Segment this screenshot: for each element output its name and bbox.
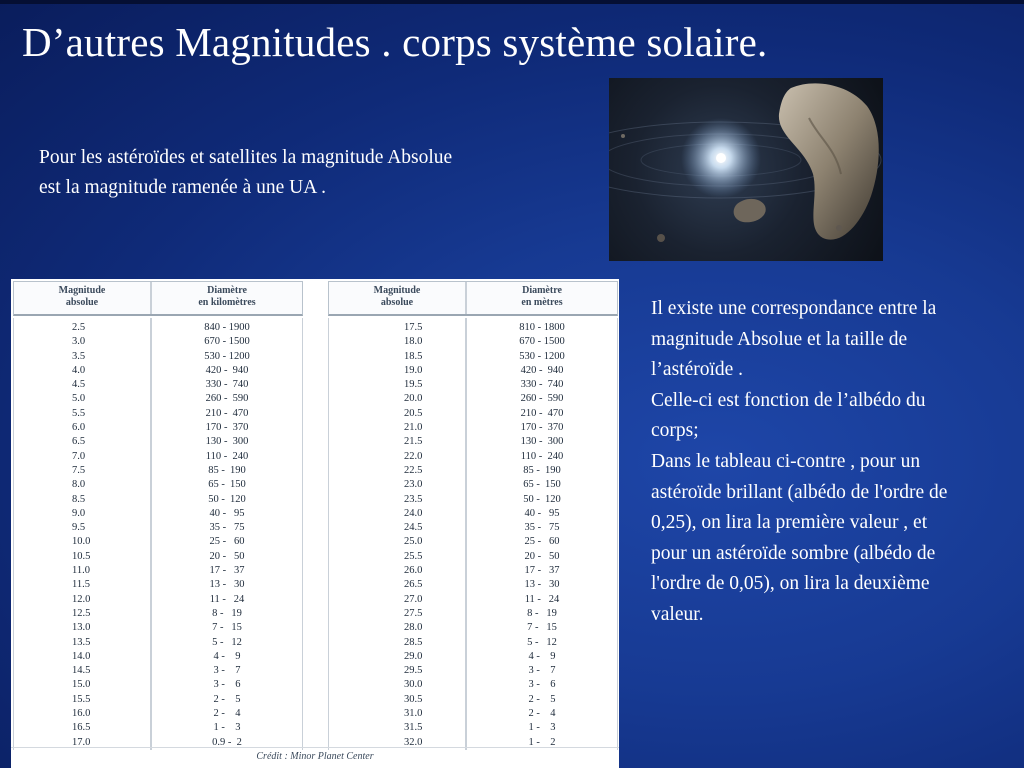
table-cell: 2 - 5 (528, 693, 556, 705)
diameter-column (467, 318, 617, 750)
table-cell: 7 - 15 (212, 622, 242, 634)
table-cell: 2.5 (72, 322, 86, 333)
table-cell: 4.5 (72, 379, 86, 391)
table-cell: 7.5 (72, 464, 86, 476)
table-metres (328, 281, 618, 750)
table-cell: 11.0 (72, 565, 90, 577)
table-cell: 8 - 19 (527, 607, 557, 619)
table-cell: 11 - 24 (524, 593, 560, 605)
table-cell: 26.0 (404, 565, 423, 577)
table-cell: 6.0 (72, 422, 86, 434)
table-cell: 26.5 (404, 579, 423, 591)
table-body (13, 318, 303, 750)
table-cell: 10.0 (72, 536, 91, 548)
table-cell: 85 - 190 (208, 464, 246, 476)
table-cell: 3.0 (72, 336, 86, 348)
table-cell: 12.0 (72, 593, 91, 605)
table-cell: 330 - 740 (520, 379, 564, 391)
table-cell: 25.0 (404, 536, 423, 548)
table-cell: 14.5 (72, 665, 91, 677)
table-cell: 5 - 12 (527, 636, 557, 648)
table-cell: 5 - 12 (212, 636, 242, 648)
table-cell: 29.5 (404, 665, 423, 677)
table-cell: 21.0 (404, 422, 423, 434)
table-cell: 420 - 940 (205, 364, 249, 376)
slide-title: D’autres Magnitudes . corps système solaire. (22, 19, 768, 65)
table-cell: 20.5 (404, 407, 423, 419)
table-cell: 7 - 15 (527, 622, 557, 634)
table-cell: 65 - 150 (208, 479, 246, 491)
table-cell: 17.5 (404, 322, 423, 333)
table-cell: 65 - 150 (523, 479, 561, 491)
table-cell: 1 - 2 (528, 736, 556, 748)
table-cell: 670 - 1500 (204, 336, 250, 348)
table-cell: 15.0 (72, 679, 91, 691)
table-cell: 530 - 1200 (519, 350, 565, 362)
table-cell: 31.0 (404, 708, 423, 720)
table-cell: 3 - 7 (213, 665, 241, 677)
table-cell: 85 - 190 (523, 464, 561, 476)
diameter-column (152, 318, 302, 750)
explanation-paragraph-3: Dans le tableau ci-contre , pour un astéroïde brillant (albédo de l'ordre de 0,25), on lira la première valeur , et pour un astéroïde sombre (albédo de l'ordre de 0,05), on lira la deuxième valeur. (651, 450, 948, 625)
table-cell: 13 - 30 (209, 579, 245, 591)
table-cell: 4.0 (72, 364, 86, 376)
explanation-paragraph-1: Il existe une correspondance entre la magnitude Absolue et la taille de l’astéroïde . (651, 298, 937, 381)
table-cell: 14.0 (72, 650, 91, 662)
table-cell: 19.5 (404, 379, 423, 391)
top-border (0, 0, 1024, 4)
table-header (13, 281, 303, 316)
table-cell: 17 - 37 (524, 565, 560, 577)
table-cell: 10.5 (72, 550, 91, 562)
table-cell: 5.0 (72, 393, 86, 405)
table-cell: 9.5 (72, 522, 86, 534)
table-cell: 25 - 60 (524, 536, 560, 548)
table-cell: 35 - 75 (209, 522, 245, 534)
table-cell: 16.0 (72, 708, 91, 720)
magnitude-column (329, 318, 467, 750)
table-cell: 40 - 95 (209, 507, 245, 519)
table-cell: 11.5 (72, 579, 90, 591)
table-cell: 21.5 (404, 436, 423, 448)
explanation-text (651, 294, 961, 631)
table-cell: 8.5 (72, 493, 86, 505)
table-cell: 35 - 75 (524, 522, 560, 534)
table-cell: 110 - 240 (205, 450, 249, 462)
table-cell: 2 - 5 (213, 693, 241, 705)
table-cell: 2 - 4 (213, 708, 241, 720)
table-cell: 40 - 95 (524, 507, 560, 519)
table-cell: 19.0 (404, 364, 423, 376)
table-cell: 30.0 (404, 679, 423, 691)
table-cell: 330 - 740 (205, 379, 249, 391)
table-cell: 27.5 (404, 607, 423, 619)
table-cell: 24.5 (404, 522, 423, 534)
table-cell: 420 - 940 (520, 364, 564, 376)
table-cell: 130 - 300 (520, 436, 564, 448)
table-cell: 23.5 (404, 493, 423, 505)
table-cell: 13 - 30 (524, 579, 560, 591)
table-cell: 29.0 (404, 650, 423, 662)
table-cell: 6.5 (72, 436, 86, 448)
table-cell: 2 - 4 (528, 708, 556, 720)
table-cell: 9.0 (72, 507, 86, 519)
table-cell: 22.5 (404, 464, 423, 476)
table-cell: 12.5 (72, 607, 91, 619)
table-cell: 28.5 (404, 636, 423, 648)
header-magnitude: Magnitude absolue (14, 282, 152, 314)
table-cell: 24.0 (404, 507, 423, 519)
intro-paragraph: Pour les astéroïdes et satellites la magnitude Absolue est la magnitude ramenée à une UA . (39, 147, 453, 198)
table-cell: 5.5 (72, 407, 86, 419)
table-cell: 210 - 470 (205, 407, 249, 419)
header-diameter-m: Diamètre en mètres (521, 285, 563, 308)
table-cell: 17.0 (72, 736, 91, 748)
table-cell: 8 - 19 (212, 607, 242, 619)
asteroid-space-image (609, 78, 883, 261)
table-cell: 3.5 (72, 350, 86, 362)
table-cell: 50 - 120 (523, 493, 561, 505)
table-cell: 130 - 300 (205, 436, 249, 448)
magnitude-diameter-table (11, 279, 619, 768)
table-body (328, 318, 618, 750)
table-cell: 23.0 (404, 479, 423, 491)
table-credit: Crédit : Minor Planet Center (11, 747, 619, 762)
table-kilometres (13, 281, 303, 750)
header-diameter-km: Diamètre en kilomètres (198, 285, 256, 308)
table-cell: 4 - 9 (528, 650, 556, 662)
table-cell: 1 - 3 (213, 722, 241, 734)
table-cell: 110 - 240 (520, 450, 564, 462)
table-cell: 15.5 (72, 693, 91, 705)
table-cell: 170 - 370 (520, 422, 564, 434)
table-cell: 0.9 - 2 (212, 736, 242, 748)
table-cell: 32.0 (404, 736, 423, 748)
table-cell: 18.0 (404, 336, 423, 348)
table-cell: 17 - 37 (209, 565, 245, 577)
asteroid-space-illustration-icon (609, 78, 883, 261)
table-cell: 260 - 590 (520, 393, 564, 405)
table-cell: 3 - 6 (213, 679, 241, 691)
table-cell: 3 - 7 (528, 665, 556, 677)
table-cell: 11 - 24 (209, 593, 245, 605)
table-cell: 810 - 1800 (519, 322, 565, 333)
table-cell: 18.5 (404, 350, 423, 362)
table-cell: 27.0 (404, 593, 423, 605)
table-header (328, 281, 618, 316)
table-cell: 20 - 50 (524, 550, 560, 562)
explanation-paragraph-2: Celle-ci est fonction de l’albédo du corps; (651, 389, 926, 442)
table-cell: 50 - 120 (208, 493, 246, 505)
magnitude-column (14, 318, 152, 750)
table-cell: 30.5 (404, 693, 423, 705)
table-cell: 20 - 50 (209, 550, 245, 562)
table-cell: 13.0 (72, 622, 91, 634)
table-cell: 22.0 (404, 450, 423, 462)
table-cell: 840 - 1900 (204, 322, 250, 333)
table-cell: 28.0 (404, 622, 423, 634)
table-cell: 670 - 1500 (519, 336, 565, 348)
table-cell: 3 - 6 (528, 679, 556, 691)
table-cell: 4 - 9 (213, 650, 241, 662)
table-cell: 13.5 (72, 636, 91, 648)
table-cell: 25 - 60 (209, 536, 245, 548)
table-cell: 7.0 (72, 450, 86, 462)
table-cell: 260 - 590 (205, 393, 249, 405)
table-cell: 25.5 (404, 550, 423, 562)
table-cell: 31.5 (404, 722, 423, 734)
table-cell: 210 - 470 (520, 407, 564, 419)
table-cell: 170 - 370 (205, 422, 249, 434)
header-magnitude: Magnitude absolue (329, 282, 467, 314)
table-cell: 20.0 (404, 393, 423, 405)
table-cell: 530 - 1200 (204, 350, 250, 362)
table-cell: 1 - 3 (528, 722, 556, 734)
table-cell: 16.5 (72, 722, 91, 734)
table-cell: 8.0 (72, 479, 86, 491)
